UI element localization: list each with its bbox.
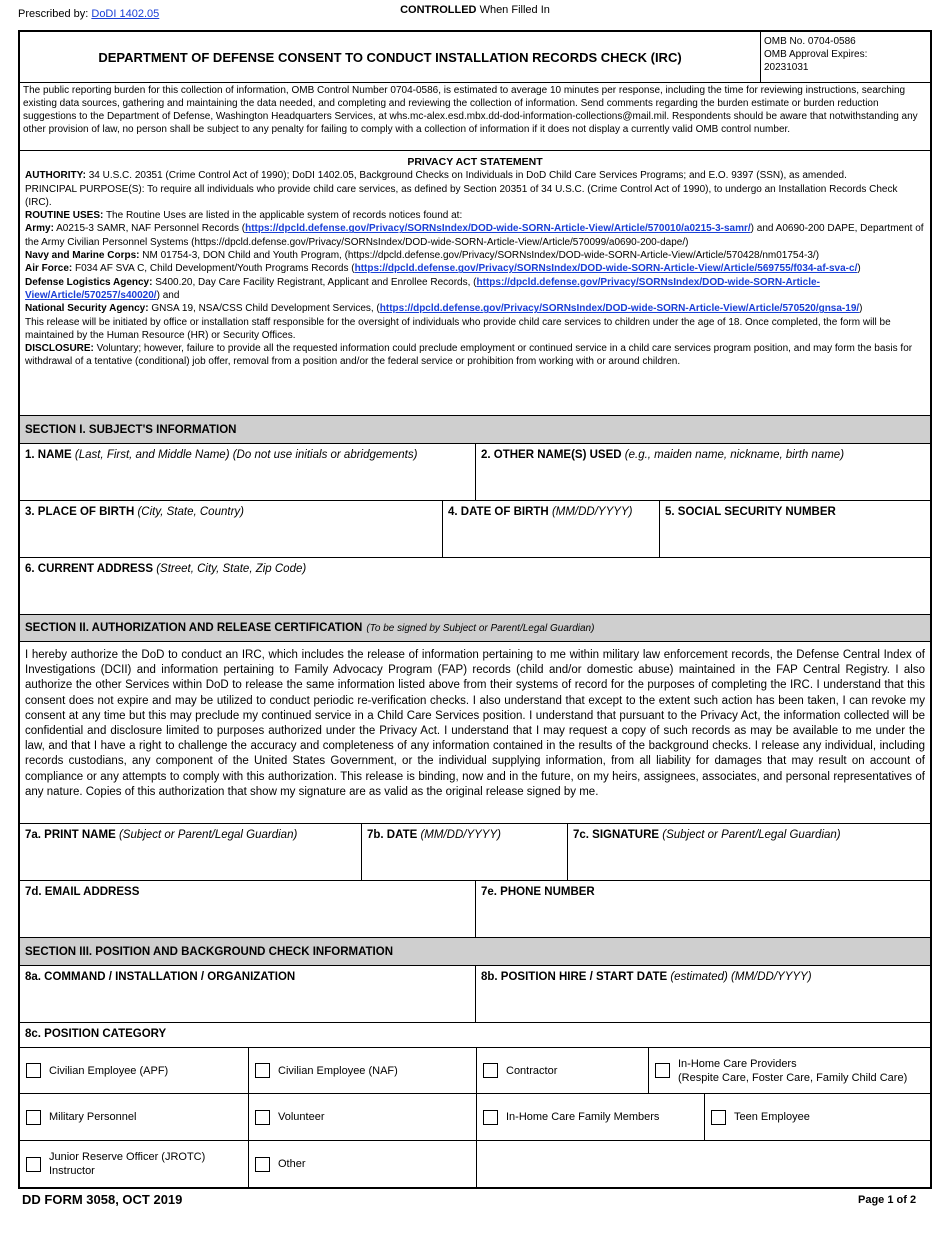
row-signature: [20, 824, 930, 881]
row-birth: [20, 501, 930, 558]
row-category-label: [20, 1023, 930, 1047]
field-start-date[interactable]: 8b. POSITION HIRE / START DATE (estimated) (MM/DD/YYYY): [475, 966, 930, 1022]
privacy-air-force: Air Force: F034 AF SVA C, Child Development/Youth Programs Records (https://dpcld.defense.gov/Privacy/SORNsIndex/DOD-wide-SORN-Article-View/Article/569755/f034-af-sva-c/): [25, 263, 861, 275]
row-address: [20, 558, 930, 615]
field-date-of-birth[interactable]: 4. DATE OF BIRTH (MM/DD/YYYY): [442, 501, 659, 557]
army-sorn-link[interactable]: https://dpcld.defense.gov/Privacy/SORNsIndex/DOD-wide-SORN-Article-View/Article/570010/a0215-3-samr/: [245, 223, 751, 235]
prescribed-label: Prescribed by:: [18, 8, 89, 20]
nsa-sorn-link[interactable]: https://dpcld.defense.gov/Privacy/SORNsIndex/DOD-wide-SORN-Article-View/Article/570520/gnsa-19/: [379, 303, 860, 315]
category-inhome-family[interactable]: In-Home Care Family Members: [476, 1094, 704, 1140]
category-civilian-apf[interactable]: Civilian Employee (APF): [20, 1048, 248, 1093]
dla-sorn-link[interactable]: https://dpcld.defense.gov/Privacy/SORNsIndex/DOD-wide-SORN-Article-View/Article/570257/s40020/: [25, 276, 820, 301]
authorization-text: I hereby authorize the DoD to conduct an IRC, which includes the release of information pertaining to me within military law enforcement records, the Defense Central Index of Investigations (DCII) and information pertaining to Family Advocacy Program (FAP) records (child and/or domestic abuse) maintained in the FAP Central Registry. I also authorize the other Services within DoD to release the same information listed above from their systems of record for the purposes of completing the IRC. I understand that this consent does not expire and may be utilized to conduct periodic re-verification checks. I also understand that except to the extent such action has been taken, I can revoke my consent at any time but this may preclude my continued service in a Child Care Services position. I understand that pursuant to the Privacy Act, the information collected will be confidential and disclosure limited to purposes authorized under the Privacy Act. I understand that I may request a copy of such records as may be available to me under the law, and that I have a right to challenge the accuracy and completeness of any information contained in the results of the background checks. I release any individual, including records custodians, any component of the United States Government, or the individual supplying information, from all liability for damages that may result on account of compliance or any attempts to comply with this authorization. This release is binding, now and in the future, on my heirs, assignees, associates, and personal representatives of any nature. Copies of this authorization that show my signature are as valid as the original release signed by me.: [20, 642, 930, 824]
category-row-3: [20, 1141, 930, 1187]
controlled-label: CONTROLLED: [400, 4, 477, 16]
privacy-purpose: PRINCIPAL PURPOSE(S): To require all individuals who provide child care services, as defined by Section 20351 of 34 U.S.C. (Crime Control Act of 1990), to undergo an Installation Records Check (IRC).: [25, 183, 898, 208]
field-print-name[interactable]: 7a. PRINT NAME (Subject or Parent/Legal Guardian): [25, 829, 298, 841]
page-number: Page 1 of 2: [858, 1194, 917, 1206]
category-row-1: [20, 1047, 930, 1094]
omb-expires-label: OMB Approval Expires:: [764, 49, 868, 60]
omb-expires-date: 20231031: [764, 62, 809, 73]
checkbox[interactable]: [655, 1063, 670, 1078]
field-ssn[interactable]: 5. SOCIAL SECURITY NUMBER: [659, 501, 930, 557]
field-date[interactable]: 7b. DATE (MM/DD/YYYY): [361, 824, 567, 880]
af-sorn-link[interactable]: https://dpcld.defense.gov/Privacy/SORNsIndex/DOD-wide-SORN-Article-View/Article/569755/f034-af-sva-c/: [354, 263, 858, 275]
category-row-2: [20, 1094, 930, 1141]
section-1-header: SECTION I. SUBJECT'S INFORMATION: [20, 416, 930, 444]
form-frame: [18, 30, 932, 1189]
burden-statement: The public reporting burden for this collection of information, OMB Control Number 0704-0586, is estimated to average 10 minutes per response, including the time for reviewing instructions, searching existing data sources, gathering and maintaining the data needed, and completing and reviewing the collection of information. Send comments regarding the burden estimate or burden reduction suggestions to the Department of Defense, Washington Headquarters Services, at whs.mc-alex.esd.mbx.dd-dod-information-collections@mail.mil. Respondents should be aware that notwithstanding any other provision of law, no person shall be subject to any penalty for failing to comply with a collection of information if it does not display a currently valid OMB control number.: [20, 83, 930, 151]
row-contact: [20, 881, 930, 938]
field-position-category: 8c. POSITION CATEGORY: [25, 1028, 167, 1040]
omb-box: [760, 32, 930, 82]
form-title: DEPARTMENT OF DEFENSE CONSENT TO CONDUCT INSTALLATION RECORDS CHECK (IRC): [98, 49, 682, 65]
checkbox[interactable]: [255, 1063, 270, 1078]
privacy-army: Army: A0215-3 SAMR, NAF Personnel Records (https://dpcld.defense.gov/Privacy/SORNsIndex/DOD-wide-SORN-Article-View/Article/570010/a0215-3-samr/) and A0690-200 DAPE, Department of the Army Civilian Personnel Systems (https://dpcld.defense.gov/Privacy/SORNsIndex/DOD-wide-SORN-Article-View/Article/570099/a0690-200-dape/): [25, 223, 924, 248]
section-3-header: SECTION III. POSITION AND BACKGROUND CHECK INFORMATION: [20, 938, 930, 966]
row-command: [20, 966, 930, 1023]
field-name[interactable]: 1. NAME (Last, First, and Middle Name) (Do not use initials or abridgements): [25, 449, 418, 461]
category-other[interactable]: Other: [248, 1141, 476, 1187]
category-civilian-naf[interactable]: Civilian Employee (NAF): [248, 1048, 476, 1093]
category-military[interactable]: Military Personnel: [20, 1094, 248, 1140]
checkbox[interactable]: [26, 1063, 41, 1078]
field-signature[interactable]: 7c. SIGNATURE (Subject or Parent/Legal Guardian): [567, 824, 930, 880]
privacy-disclosure: DISCLOSURE: Voluntary; however, failure to provide all the requested information could preclude employment or continued service in a child care services program position, and may form the basis for withdrawal of a tentative (conditional) job offer, removal from a position and/or the federal service or prohibition from working with or around children.: [25, 343, 913, 368]
privacy-dla: Defense Logistics Agency: S400.20, Day Care Facility Registrant, Applicant and Enrollee Records, (https://dpcld.defense.gov/Privacy/SORNsIndex/DOD-wide-SORN-Article-View/Article/570257/s40020/) and: [25, 276, 820, 301]
checkbox[interactable]: [255, 1110, 270, 1125]
field-other-names[interactable]: 2. OTHER NAME(S) USED (e.g., maiden name, nickname, birth name): [475, 444, 930, 500]
controlled-banner: [0, 4, 950, 16]
privacy-title: PRIVACY ACT STATEMENT: [407, 156, 543, 168]
checkbox[interactable]: [711, 1110, 726, 1125]
category-volunteer[interactable]: Volunteer: [248, 1094, 476, 1140]
category-teen[interactable]: Teen Employee: [704, 1094, 930, 1140]
field-current-address[interactable]: 6. CURRENT ADDRESS (Street, City, State, Zip Code): [25, 563, 307, 575]
privacy-routine-uses: ROUTINE USES: The Routine Uses are listed in the applicable system of records notices found at:: [25, 210, 463, 222]
field-phone[interactable]: 7e. PHONE NUMBER: [475, 881, 930, 937]
privacy-nsa: National Security Agency: GNSA 19, NSA/CSS Child Development Services, (https://dpcld.defense.gov/Privacy/SORNsIndex/DOD-wide-SORN-Article-View/Article/570520/gnsa-19/): [25, 303, 863, 315]
controlled-rest: When Filled In: [479, 4, 550, 16]
row-name: [20, 444, 930, 501]
omb-number: OMB No. 0704-0586: [764, 36, 856, 47]
category-empty-cell: [476, 1141, 930, 1187]
category-contractor[interactable]: Contractor: [476, 1048, 648, 1093]
checkbox[interactable]: [255, 1157, 270, 1172]
field-command[interactable]: 8a. COMMAND / INSTALLATION / ORGANIZATION: [25, 971, 296, 983]
checkbox[interactable]: [26, 1110, 41, 1125]
privacy-release: This release will be initiated by office or installation staff responsible for the oversight of individuals who provide child care services to children under the age of 18. Once completed, the form will be maintained by the Human Resource (HR) or Security Offices.: [25, 316, 891, 341]
checkbox[interactable]: [483, 1063, 498, 1078]
category-jrotc[interactable]: Junior Reserve Officer (JROTC) Instructor: [20, 1141, 248, 1187]
privacy-authority: AUTHORITY: 34 U.S.C. 20351 (Crime Control Act of 1990); DoDI 1402.05, Background Checks on Individuals in DoD Child Care Services Programs; and E.O. 9397 (SSN), as amended.: [25, 170, 847, 182]
title-row: [20, 32, 930, 83]
section-2-header: SECTION II. AUTHORIZATION AND RELEASE CERTIFICATION (To be signed by Subject or Parent/Legal Guardian): [20, 615, 930, 642]
checkbox[interactable]: [483, 1110, 498, 1125]
category-inhome-providers[interactable]: In-Home Care Providers (Respite Care, Foster Care, Family Child Care): [648, 1048, 930, 1093]
field-email[interactable]: 7d. EMAIL ADDRESS: [25, 886, 140, 898]
checkbox[interactable]: [26, 1157, 41, 1172]
privacy-act-statement: [20, 151, 930, 416]
privacy-navy: Navy and Marine Corps: NM 01754-3, DON Child and Youth Program, (https://dpcld.defense.gov/Privacy/SORNsIndex/DOD-wide-SORN-Article-View/Article/570428/nm01754-3/): [25, 250, 820, 262]
form-id: DD FORM 3058, OCT 2019: [22, 1192, 183, 1207]
field-place-of-birth[interactable]: 3. PLACE OF BIRTH (City, State, Country): [25, 506, 244, 518]
prescribed-link[interactable]: DoDI 1402.05: [91, 8, 160, 20]
